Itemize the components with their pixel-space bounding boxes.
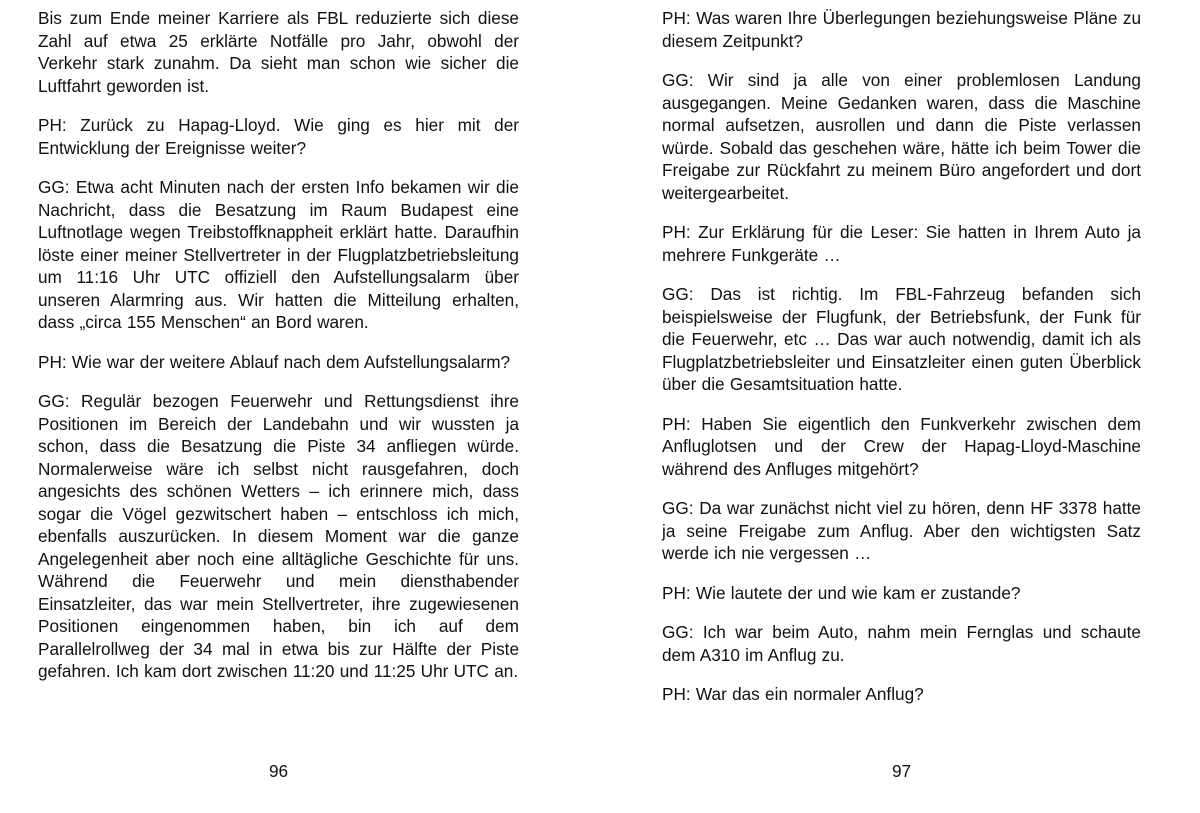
paragraph: PH: Zur Erklärung für die Leser: Sie hatten in Ihrem Auto ja mehrere Funkgeräte …: [662, 222, 1141, 265]
right-page: [662, 0, 1141, 813]
paragraph: Bis zum Ende meiner Karriere als FBL reduzierte sich diese Zahl auf etwa 25 erklärte Notfälle pro Jahr, obwohl der Verkehr stark zunahm. Da sieht man schon wie sicher die Luftfahrt geworden ist.: [38, 8, 519, 96]
page-number: 97: [891, 761, 912, 781]
paragraph: GG: Etwa acht Minuten nach der ersten Info bekamen wir die Nachricht, dass die Besatzung im Raum Budapest eine Luftnotlage wegen Treibstoffknappheit erklärt hatte. Daraufhin löste einer meiner Stellvertreter in der Flugplatzbetriebsleitung um 11:16 Uhr UTC offiziell den Aufstellungsalarm über unseren Alarmring aus. Wir hatten die Mitteilung erhalten, dass „circa 155 Menschen“ an Bord waren.: [38, 177, 519, 332]
paragraph: GG: Das ist richtig. Im FBL-Fahrzeug befanden sich beispielsweise der Flugfunk, der Betriebsfunk, der Funk für die Feuerwehr, etc … Das war auch notwendig, damit ich als Flugplatzbetriebsleiter und Einsatzleiter einen guten Überblick über die Gesamtsituation hatte.: [662, 284, 1141, 394]
paragraph: PH: Haben Sie eigentlich den Funkverkehr zwischen dem Anfluglotsen und der Crew der Hapag-Lloyd-Maschine während des Anfluges mitgehört?: [662, 413, 1141, 479]
paragraph: PH: Wie lautete der und wie kam er zustande?: [662, 582, 1021, 603]
paragraph: PH: Zurück zu Hapag-Lloyd. Wie ging es hier mit der Entwicklung der Ereignisse weiter?: [38, 115, 519, 158]
paragraph: GG: Ich war beim Auto, nahm mein Fernglas und schaute dem A310 im Anflug zu.: [662, 622, 1141, 665]
left-page: [38, 0, 519, 813]
paragraph: GG: Wir sind ja alle von einer problemlosen Landung ausgegangen. Meine Gedanken waren, dass die Maschine normal aufsetzen, ausrollen und dann die Piste verlassen würde. Sobald das geschehen wäre, hätte ich beim Tower die Freigabe zur Rückfahrt zu meinem Büro angefordert und dort weitergearbeitet.: [662, 70, 1141, 203]
paragraph: GG: Regulär bezogen Feuerwehr und Rettungsdienst ihre Positionen im Bereich der Landebahn und wir wussten ja schon, dass die Besatzung die Piste 34 anfliegen würde. Normalerweise wäre ich selbst nicht rausgefahren, doch angesichts des schönen Wetters – ich erinnere mich, dass sogar die Vögel gezwitschert haben – entschloss ich mich, ebenfalls auszurücken. In diesem Moment war die ganze Angelegenheit aber noch eine alltägliche Geschichte für uns. Während die Feuerwehr und mein diensthabender Einsatzleiter, das war mein Stellvertreter, ihre zugewiesenen Positionen eingenommen haben, bin ich auf dem Parallelrollweg der 34 mal in etwa bis zur Hälfte der Piste gefahren. Ich kam dort zwischen 11:20 und 11:25 Uhr UTC an.: [38, 391, 519, 681]
paragraph: GG: Da war zunächst nicht viel zu hören, denn HF 3378 hatte ja seine Freigabe zum Anflug. Aber den wichtigsten Satz werde ich nie vergessen …: [662, 498, 1141, 563]
left-page-text: [38, 7, 519, 700]
paragraph: PH: Wie war der weitere Ablauf nach dem Aufstellungsalarm?: [38, 351, 511, 372]
page-number: 96: [268, 761, 289, 781]
paragraph: PH: War das ein normaler Anflug?: [662, 684, 924, 704]
right-page-text: [662, 7, 1141, 723]
paragraph: PH: Was waren Ihre Überlegungen beziehungsweise Pläne zu diesem Zeitpunkt?: [662, 8, 1141, 51]
